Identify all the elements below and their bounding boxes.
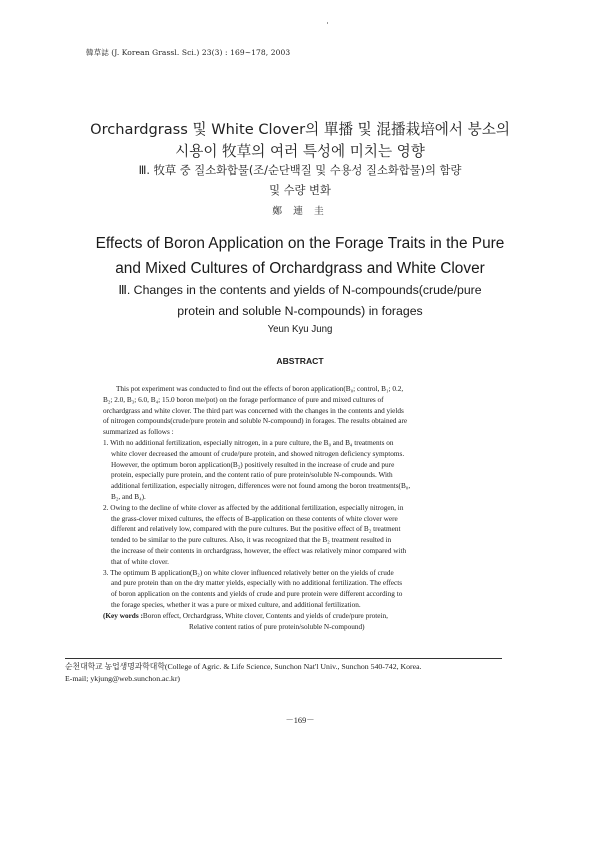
result-1-line: 1. With no additional fertilization, especially nitrogen, in a pure culture, the B₀ and B₄ treatments on [103,438,394,447]
korean-title-line-1: Orchardgrass 및 White Clover의 單播 및 混播栽培에서 붕소의 [90,121,510,138]
result-3-line: of boron application on the contents and yields of crude and pure protein were different according to [111,590,403,599]
result-1-line: protein, especially pure protein, and the content ratio of pure protein/soluble N-compounds. With [111,471,393,480]
english-subtitle-line-2: protein and soluble N-compounds) in forages [177,304,423,318]
result-3-line: 3. The optimum B application(B₂) on white clover influenced relatively better on the yields of crude [103,568,394,577]
result-3-line: the forage species, whether it was a pure or mixed culture, and additional fertilization. [111,600,361,609]
abstract-line: B₂; 2.0, B₃; 6.0, B₄; 15.0 boron me/pot) on the forage performance of pure and mixed cultures of [103,395,384,404]
footnote-divider [65,658,502,659]
affiliation-line-2: E-mail; ykjung@web.sunchon.ac.kr) [65,674,181,683]
abstract-heading: ABSTRACT [276,356,324,366]
korean-title-line-2: 시용이 牧草의 여러 특성에 미치는 영향 [175,143,425,160]
affiliation-footnote [65,661,502,685]
abstract-line: orchardgrass and white clover. The third part was concerned with the changes in the contents and yields [103,406,404,415]
result-1-line: However, the optimum boron application(B₂) positively resulted in the increase of crude and pure [111,460,395,469]
journal-header: 韓草誌 (J. Korean Grassl. Sci.) 23(3) : 169~178, 2003 [86,48,291,57]
result-3-line: and pure protein than on the dry matter yields, especially with no additional fertilization. The effects [111,579,403,588]
affiliation-line-1: 순천대학교 농업생명과학대학(College of Agric. & Life Science, Sunchon Nat'l Univ., Sunchon 540-742, Korea. [65,662,422,671]
result-1-line: B₂, and B₄). [111,492,146,501]
page-number: －169－ [285,716,315,725]
scan-mark [327,22,328,24]
result-2-line: different and relatively low, compared with the pure cultures. But the positive effect of B₂ treatment [111,525,401,534]
result-2-line: that of white clover. [111,557,169,566]
result-2-line: the increase of their contents in orchardgrass, however, the effect was relatively minor compared with [111,546,407,555]
abstract-line: This pot experiment was conducted to find out the effects of boron application(B₀; control, B₁; 0.2, [116,385,404,393]
key-words-label: (Key words : [103,611,143,620]
result-2-line: the grass-clover mixed cultures, the effects of B-application on these contents of white clover were [111,514,398,523]
result-1-line: white clover decreased the amount of crude/pure protein, and showed nitrogen deficiency symptoms. [111,449,405,458]
result-2-line: tended to be similar to the pure cultures. Also, it was recognized that the B₂ treatment resulted in [111,536,392,545]
result-2-line: 2. Owing to the decline of white clover as affected by the additional fertilization, especially nitrogen, in [103,503,404,512]
korean-subtitle-line-2: 및 수량 변화 [269,184,331,197]
abstract-body [103,384,496,632]
abstract-line: of nitrogen compounds(crude/pure protein and soluble N-compound) in forages. The results obtained are [103,417,408,426]
result-1-line: additional fertilization, especially nitrogen, differences were not found among the boron treatments(B₀, [111,482,411,491]
english-author: Yeun Kyu Jung [267,324,333,335]
abstract-line: summarized as follows : [103,428,174,437]
english-title-line-1: Effects of Boron Application on the Forage Traits in the Pure [95,235,505,252]
korean-author: 鄭 連 圭 [272,206,328,217]
english-subtitle-line-1: Ⅲ. Changes in the contents and yields of N-compounds(crude/pure [118,283,482,297]
key-words-line-1 [103,611,496,622]
english-title-line-2: and Mixed Cultures of Orchardgrass and White Clover [115,260,485,277]
key-words-text: Boron effect, Orchardgrass, White clover, Contents and yields of crude/pure protein, [142,611,388,620]
key-words-line-2: Relative content ratios of pure protein/soluble N-compound) [189,622,365,631]
korean-subtitle-line-1: Ⅲ. 牧草 중 질소화합물(조/순단백질 및 수용성 질소화합물)의 함량 [138,164,462,177]
